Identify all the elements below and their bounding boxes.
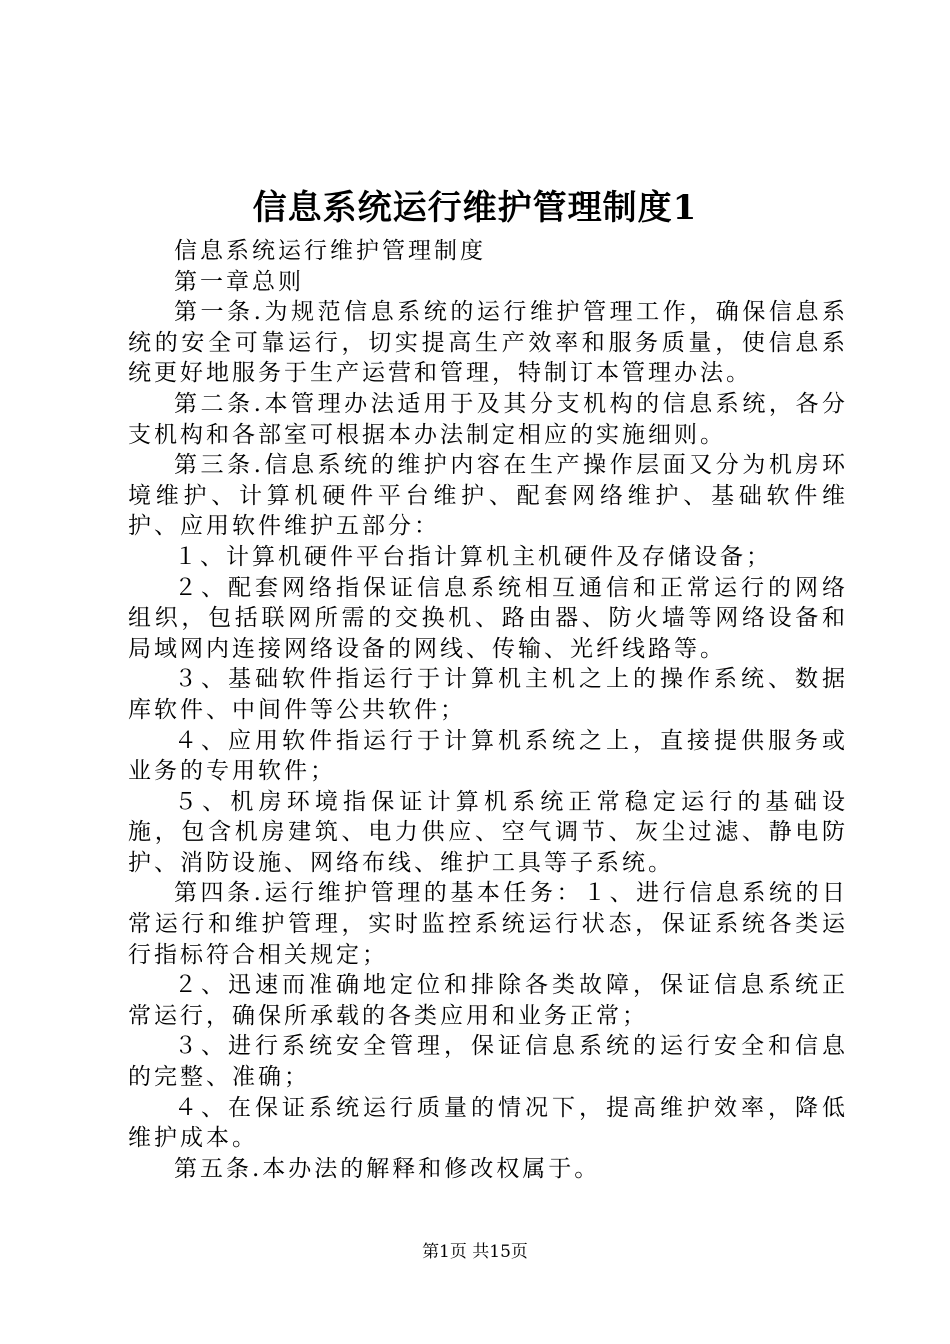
list-item: ５、机房环境指保证计算机系统正常稳定运行的基础设施，包含机房建筑、电力供应、空气调节、灰尘过滤、静电防护、消防设施、网络布线、维护工具等子系统。 [128, 788, 848, 876]
chapter-heading: 第一章总则 [174, 268, 304, 295]
list-item: ２、配套网络指保证信息系统相互通信和正常运行的网络组织，包括联网所需的交换机、路由器、防火墙等网络设备和局域网内连接网络设备的网线、传输、光纤线路等。 [128, 574, 848, 662]
list-item: ４、在保证系统运行质量的情况下，提高维护效率，降低维护成本。 [128, 1094, 848, 1152]
list-item: ４、应用软件指运行于计算机系统之上，直接提供服务或业务的专用软件； [128, 727, 848, 785]
paragraph: 第三条.信息系统的维护内容在生产操作层面又分为机房环境维护、计算机硬件平台维护、配套网络维护、基础软件维护、应用软件维护五部分： [128, 452, 848, 540]
list-item: ２、迅速而准确地定位和排除各类故障，保证信息系统正常运行，确保所承载的各类应用和业务正常； [128, 972, 848, 1029]
document-body [128, 236, 848, 1184]
paragraph: 第二条.本管理办法适用于及其分支机构的信息系统，各分支机构和各部室可根据本办法制定相应的实施细则。 [128, 390, 848, 448]
list-item: １、计算机硬件平台指计算机主机硬件及存储设备； [174, 543, 772, 570]
paragraph: 第一条.为规范信息系统的运行维护管理工作，确保信息系统的安全可靠运行，切实提高生产效率和服务质量，使信息系统更好地服务于生产运营和管理，特制订本管理办法。 [128, 299, 848, 387]
paragraph: 第四条.运行维护管理的基本任务：１、进行信息系统的日常运行和维护管理，实时监控系统运行状态，保证系统各类运行指标符合相关规定； [128, 880, 848, 968]
paragraph: 第五条.本办法的解释和修改权属于。 [174, 1155, 601, 1182]
list-item: ３、基础软件指运行于计算机主机之上的操作系统、数据库软件、中间件等公共软件； [128, 666, 848, 723]
list-item: ３、进行系统安全管理，保证信息系统的运行安全和信息的完整、准确； [128, 1033, 848, 1091]
paragraph: 信息系统运行维护管理制度 [174, 238, 486, 264]
document-title: 信息系统运行维护管理制度1 [252, 188, 698, 228]
page-number-footer: 第1页 共15页 [422, 1242, 528, 1262]
